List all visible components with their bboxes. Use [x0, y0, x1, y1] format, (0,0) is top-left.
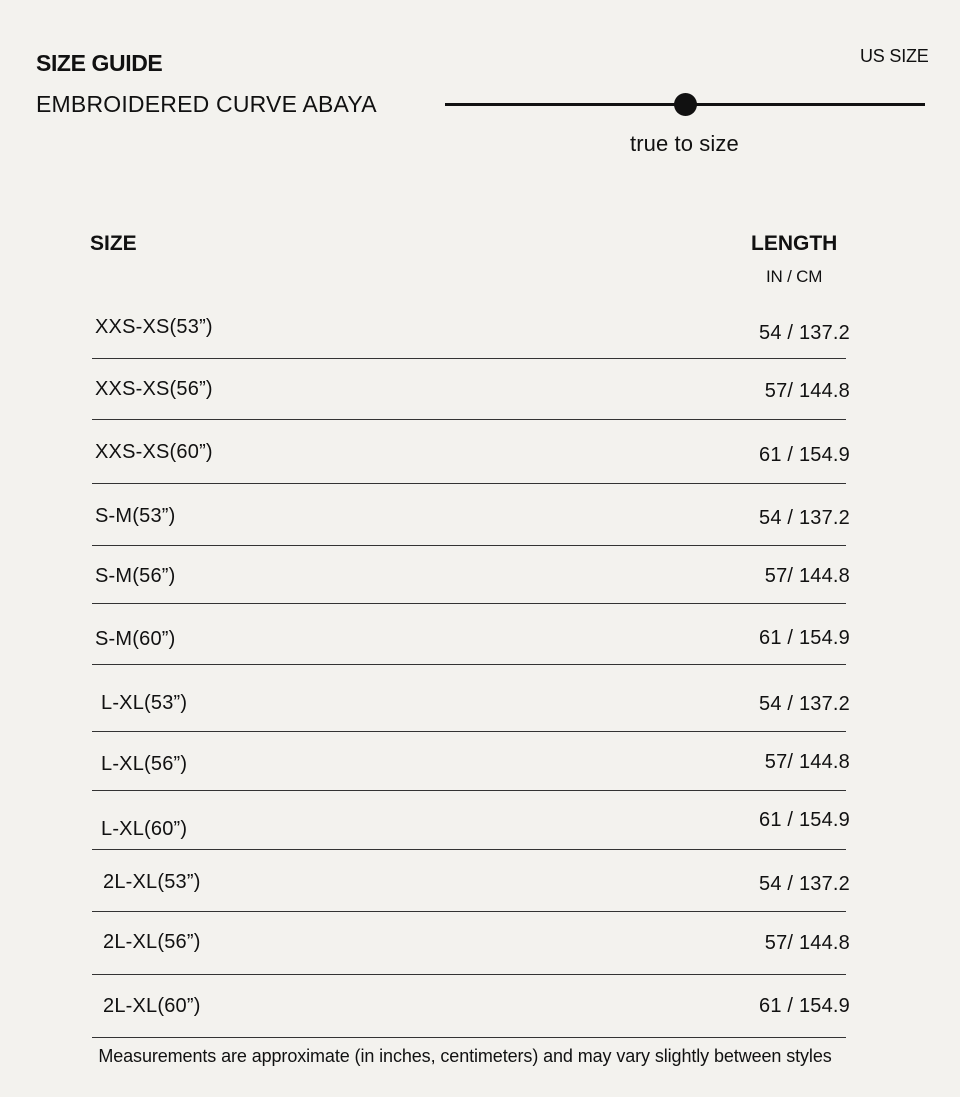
- size-cell: S-M(60”): [95, 628, 176, 650]
- size-cell: XXS-XS(53”): [95, 316, 213, 338]
- size-cell: XXS-XS(60”): [95, 441, 213, 463]
- table-row: [92, 483, 850, 546]
- size-cell: L-XL(60”): [101, 818, 188, 840]
- table-row: [92, 358, 850, 420]
- length-cell: 54 / 137.2: [759, 873, 850, 895]
- size-cell: XXS-XS(56”): [95, 378, 213, 400]
- table-row: [92, 849, 850, 912]
- unit-column-header: IN / CM: [766, 267, 823, 286]
- fit-scale-marker: [674, 93, 697, 116]
- table-row: [92, 790, 850, 850]
- size-cell: 2L-XL(60”): [103, 995, 201, 1017]
- measurement-footnote: Measurements are approximate (in inches, centimeters) and may vary slightly between styles: [98, 1046, 832, 1066]
- size-cell: 2L-XL(53”): [103, 871, 201, 893]
- size-cell: S-M(56”): [95, 565, 176, 587]
- size-cell: L-XL(56”): [101, 753, 188, 775]
- length-cell: 61 / 154.9: [759, 995, 850, 1017]
- product-name: EMBROIDERED CURVE ABAYA: [36, 91, 377, 117]
- size-guide-title: SIZE GUIDE: [36, 50, 163, 76]
- length-cell: 57/ 144.8: [764, 380, 850, 402]
- table-row: [92, 731, 850, 791]
- length-cell: 57/ 144.8: [764, 932, 850, 954]
- length-cell: 54 / 137.2: [759, 322, 850, 344]
- table-row: [92, 419, 850, 484]
- length-cell: 54 / 137.2: [759, 693, 850, 715]
- size-cell: 2L-XL(56”): [103, 931, 201, 953]
- table-row: [92, 911, 850, 975]
- length-cell: 61 / 154.9: [759, 809, 850, 831]
- size-system-label: US SIZE: [860, 46, 929, 66]
- size-column-header: SIZE: [90, 232, 137, 255]
- table-row: [92, 545, 850, 604]
- table-row: [92, 305, 850, 359]
- length-cell: 54 / 137.2: [759, 507, 850, 529]
- length-column-header: LENGTH: [751, 232, 838, 255]
- table-row: [92, 974, 850, 1038]
- table-row: [92, 664, 850, 732]
- fit-label: true to size: [630, 131, 739, 156]
- length-cell: 57/ 144.8: [764, 751, 850, 773]
- fit-scale: [445, 92, 925, 118]
- length-cell: 57/ 144.8: [764, 565, 850, 587]
- length-cell: 61 / 154.9: [759, 627, 850, 649]
- length-cell: 61 / 154.9: [759, 444, 850, 466]
- size-cell: S-M(53”): [95, 505, 176, 527]
- size-cell: L-XL(53”): [101, 692, 188, 714]
- table-row: [92, 603, 850, 665]
